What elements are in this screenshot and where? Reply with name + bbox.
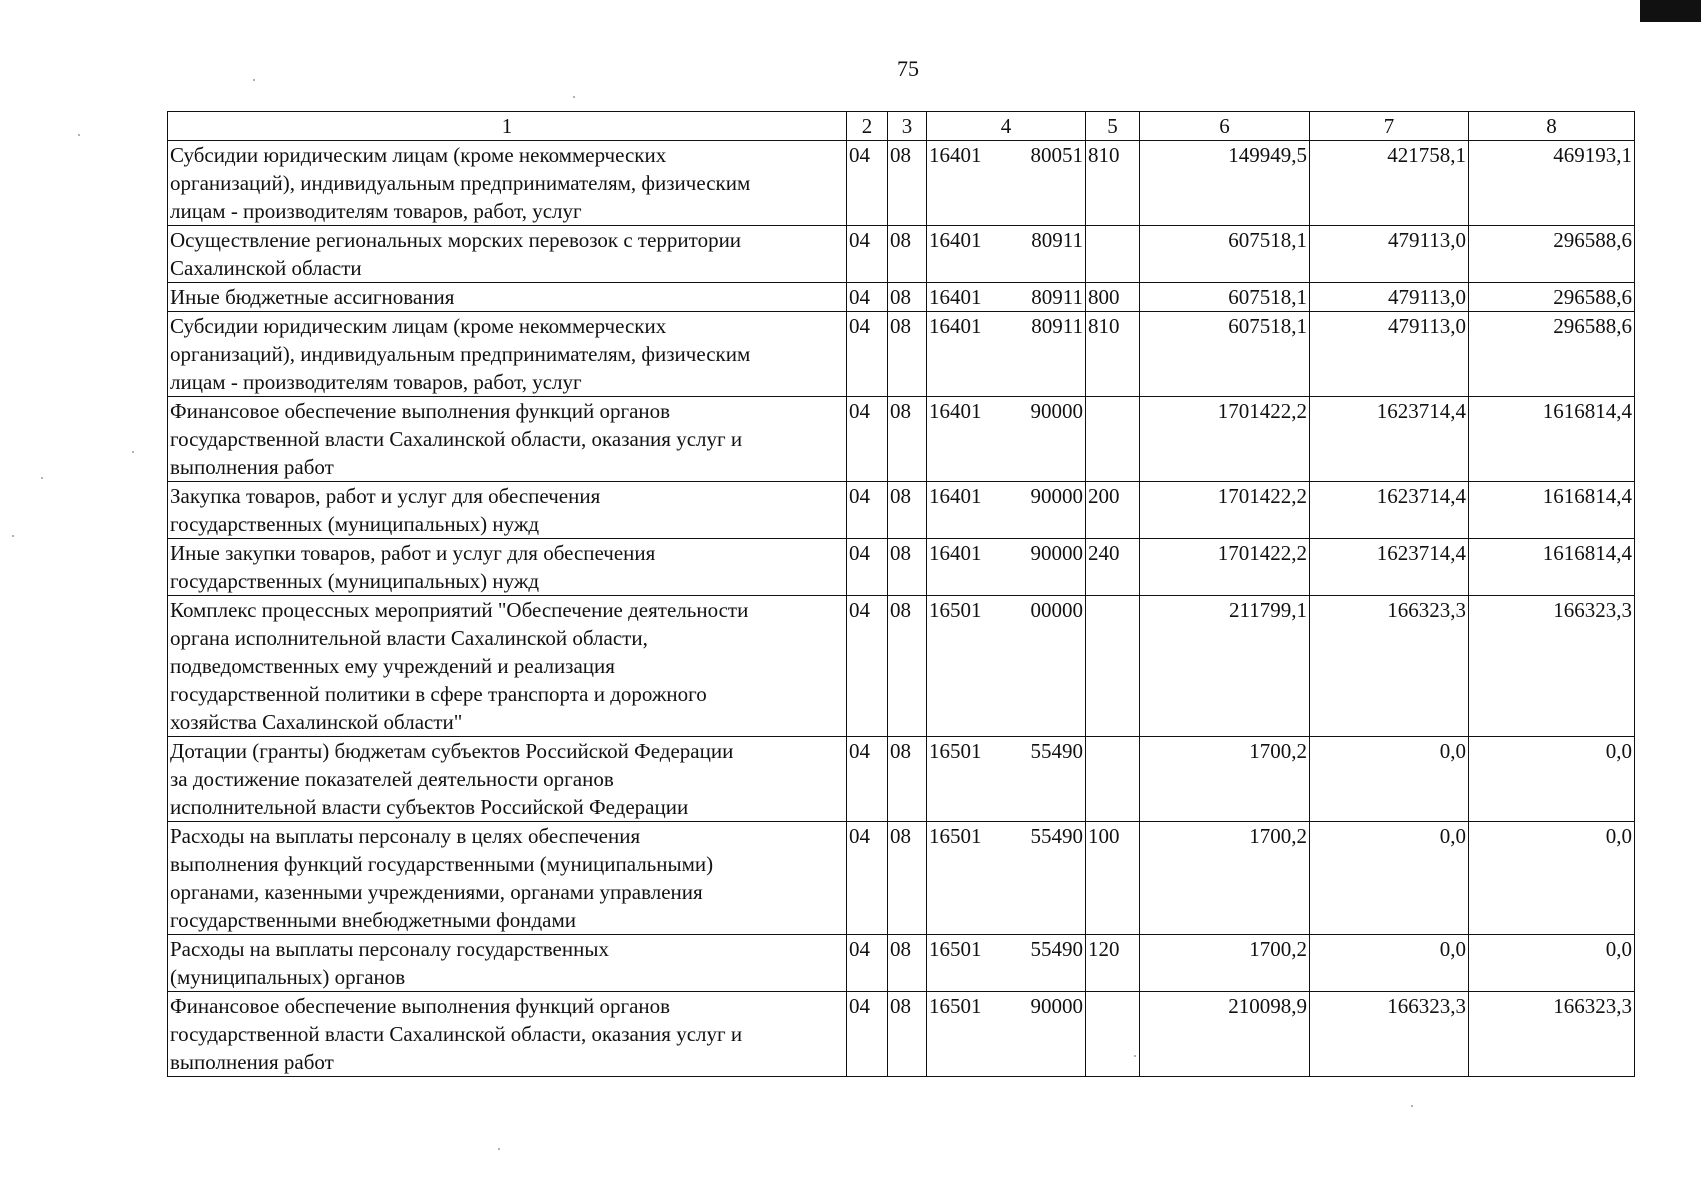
scan-speck — [573, 96, 575, 98]
table-body — [168, 112, 1635, 1077]
scan-speck — [41, 477, 43, 479]
table-row — [168, 992, 1635, 1077]
amount-col-7: 0,0 — [1310, 935, 1469, 992]
target-item-code — [927, 226, 1086, 283]
amount-col-6: 1700,2 — [1140, 737, 1310, 822]
code-subsection: 08 — [888, 737, 927, 822]
item-name: Осуществление региональных морских перевозок с территории Сахалинской области — [168, 226, 847, 283]
scan-speck — [253, 79, 255, 81]
amount-col-8: 1616814,4 — [1469, 539, 1635, 596]
table-row — [168, 482, 1635, 539]
expense-type-code: 240 — [1086, 539, 1140, 596]
code-section: 04 — [847, 226, 888, 283]
code-subsection: 08 — [888, 822, 927, 935]
amount-col-7: 1623714,4 — [1310, 482, 1469, 539]
direction-code: 80911 — [1031, 314, 1083, 338]
amount-col-7: 479113,0 — [1310, 312, 1469, 397]
code-section: 04 — [847, 992, 888, 1077]
program-code: 16401 — [929, 399, 982, 423]
code-section: 04 — [847, 822, 888, 935]
amount-col-8: 166323,3 — [1469, 992, 1635, 1077]
header-cell-3: 3 — [888, 112, 927, 141]
direction-code: 55490 — [1030, 824, 1083, 848]
target-item-code — [927, 935, 1086, 992]
table-row — [168, 141, 1635, 226]
amount-col-6: 211799,1 — [1140, 596, 1310, 737]
amount-col-8: 0,0 — [1469, 935, 1635, 992]
program-code: 16501 — [929, 598, 982, 622]
header-cell-1: 1 — [168, 112, 847, 141]
code-section: 04 — [847, 935, 888, 992]
amount-col-7: 1623714,4 — [1310, 539, 1469, 596]
code-subsection: 08 — [888, 312, 927, 397]
expense-type-code — [1086, 226, 1140, 283]
expense-type-code — [1086, 596, 1140, 737]
code-section: 04 — [847, 596, 888, 737]
scan-speck — [132, 451, 134, 453]
table-row — [168, 935, 1635, 992]
amount-col-8: 0,0 — [1469, 737, 1635, 822]
code-subsection: 08 — [888, 539, 927, 596]
item-name: Субсидии юридическим лицам (кроме некоммерческих организаций), индивидуальным предпринимателям, физическим лицам - производителям товаров, работ, услуг — [168, 312, 847, 397]
amount-col-8: 296588,6 — [1469, 312, 1635, 397]
scan-speck — [1134, 1055, 1136, 1057]
target-item-code — [927, 141, 1086, 226]
expense-type-code — [1086, 737, 1140, 822]
program-code: 16401 — [929, 143, 982, 167]
program-code: 16401 — [929, 228, 982, 252]
amount-col-8: 1616814,4 — [1469, 397, 1635, 482]
page-number: 75 — [897, 56, 919, 81]
target-item-code — [927, 737, 1086, 822]
header-cell-2: 2 — [847, 112, 888, 141]
code-subsection: 08 — [888, 482, 927, 539]
item-name: Финансовое обеспечение выполнения функций органов государственной власти Сахалинской области, оказания услуг и выполнения работ — [168, 992, 847, 1077]
direction-code: 90000 — [1030, 399, 1083, 423]
target-item-code — [927, 822, 1086, 935]
direction-code: 80051 — [1030, 143, 1083, 167]
amount-col-7: 166323,3 — [1310, 992, 1469, 1077]
target-item-code — [927, 397, 1086, 482]
code-section: 04 — [847, 141, 888, 226]
program-code: 16401 — [929, 541, 982, 565]
expense-type-code — [1086, 992, 1140, 1077]
header-cell-8: 8 — [1469, 112, 1635, 141]
amount-col-8: 296588,6 — [1469, 283, 1635, 312]
table-row — [168, 397, 1635, 482]
expense-type-code: 800 — [1086, 283, 1140, 312]
item-name: Дотации (гранты) бюджетам субъектов Российской Федерации за достижение показателей деятельности органов исполнительной власти субъектов Российской Федерации — [168, 737, 847, 822]
direction-code: 90000 — [1030, 484, 1083, 508]
direction-code: 90000 — [1030, 994, 1083, 1018]
table-row — [168, 596, 1635, 737]
amount-col-7: 421758,1 — [1310, 141, 1469, 226]
direction-code: 55490 — [1030, 739, 1083, 763]
program-code: 16501 — [929, 937, 982, 961]
table-row — [168, 283, 1635, 312]
amount-col-6: 1701422,2 — [1140, 397, 1310, 482]
item-name: Иные бюджетные ассигнования — [168, 283, 847, 312]
scan-speck — [78, 134, 80, 136]
code-section: 04 — [847, 283, 888, 312]
item-name: Расходы на выплаты персоналу в целях обеспечения выполнения функций государственными (муниципальными) органами, казенными учреждениями, органами управления государственными внебюджетными фондами — [168, 822, 847, 935]
amount-col-8: 166323,3 — [1469, 596, 1635, 737]
header-row — [168, 112, 1635, 141]
budget-table — [167, 111, 1635, 1077]
expense-type-code: 810 — [1086, 141, 1140, 226]
scan-corner-mark — [1640, 0, 1701, 22]
code-subsection: 08 — [888, 141, 927, 226]
target-item-code — [927, 596, 1086, 737]
program-code: 16401 — [929, 484, 982, 508]
direction-code: 00000 — [1030, 598, 1083, 622]
amount-col-8: 0,0 — [1469, 822, 1635, 935]
amount-col-8: 296588,6 — [1469, 226, 1635, 283]
header-cell-6: 6 — [1140, 112, 1310, 141]
code-section: 04 — [847, 482, 888, 539]
code-subsection: 08 — [888, 283, 927, 312]
amount-col-7: 0,0 — [1310, 822, 1469, 935]
direction-code: 80911 — [1031, 228, 1083, 252]
item-name: Расходы на выплаты персоналу государственных (муниципальных) органов — [168, 935, 847, 992]
target-item-code — [927, 539, 1086, 596]
amount-col-6: 607518,1 — [1140, 312, 1310, 397]
code-section: 04 — [847, 397, 888, 482]
scan-speck — [498, 1148, 500, 1150]
amount-col-7: 479113,0 — [1310, 283, 1469, 312]
code-section: 04 — [847, 312, 888, 397]
program-code: 16501 — [929, 994, 982, 1018]
code-subsection: 08 — [888, 596, 927, 737]
amount-col-8: 1616814,4 — [1469, 482, 1635, 539]
item-name: Иные закупки товаров, работ и услуг для обеспечения государственных (муниципальных) нужд — [168, 539, 847, 596]
direction-code: 80911 — [1031, 285, 1083, 309]
program-code: 16401 — [929, 314, 982, 338]
direction-code: 90000 — [1030, 541, 1083, 565]
code-subsection: 08 — [888, 992, 927, 1077]
target-item-code — [927, 312, 1086, 397]
expense-type-code: 100 — [1086, 822, 1140, 935]
header-cell-4: 4 — [927, 112, 1086, 141]
table-row — [168, 539, 1635, 596]
target-item-code — [927, 992, 1086, 1077]
item-name: Комплекс процессных мероприятий "Обеспечение деятельности органа исполнительной власти Сахалинской области, подведомственных ему учреждений и реализация государственной политики в сфере транспорта и дорожного хозяйства Сахалинской области" — [168, 596, 847, 737]
expense-type-code: 200 — [1086, 482, 1140, 539]
amount-col-6: 607518,1 — [1140, 283, 1310, 312]
program-code: 16401 — [929, 285, 982, 309]
amount-col-7: 1623714,4 — [1310, 397, 1469, 482]
target-item-code — [927, 482, 1086, 539]
header-cell-7: 7 — [1310, 112, 1469, 141]
amount-col-6: 149949,5 — [1140, 141, 1310, 226]
amount-col-6: 607518,1 — [1140, 226, 1310, 283]
amount-col-7: 166323,3 — [1310, 596, 1469, 737]
amount-col-6: 1700,2 — [1140, 822, 1310, 935]
table-row — [168, 312, 1635, 397]
amount-col-7: 479113,0 — [1310, 226, 1469, 283]
code-section: 04 — [847, 539, 888, 596]
amount-col-6: 1701422,2 — [1140, 482, 1310, 539]
table-row — [168, 226, 1635, 283]
table-row — [168, 822, 1635, 935]
amount-col-6: 1701422,2 — [1140, 539, 1310, 596]
code-subsection: 08 — [888, 397, 927, 482]
item-name: Финансовое обеспечение выполнения функций органов государственной власти Сахалинской области, оказания услуг и выполнения работ — [168, 397, 847, 482]
scan-speck — [1411, 1105, 1413, 1107]
header-cell-5: 5 — [1086, 112, 1140, 141]
amount-col-7: 0,0 — [1310, 737, 1469, 822]
amount-col-8: 469193,1 — [1469, 141, 1635, 226]
code-subsection: 08 — [888, 226, 927, 283]
amount-col-6: 210098,9 — [1140, 992, 1310, 1077]
scan-speck — [12, 535, 14, 537]
program-code: 16501 — [929, 739, 982, 763]
amount-col-6: 1700,2 — [1140, 935, 1310, 992]
item-name: Субсидии юридическим лицам (кроме некоммерческих организаций), индивидуальным предпринимателям, физическим лицам - производителям товаров, работ, услуг — [168, 141, 847, 226]
item-name: Закупка товаров, работ и услуг для обеспечения государственных (муниципальных) нужд — [168, 482, 847, 539]
program-code: 16501 — [929, 824, 982, 848]
table-row — [168, 737, 1635, 822]
direction-code: 55490 — [1030, 937, 1083, 961]
expense-type-code: 810 — [1086, 312, 1140, 397]
expense-type-code: 120 — [1086, 935, 1140, 992]
target-item-code — [927, 283, 1086, 312]
code-section: 04 — [847, 737, 888, 822]
code-subsection: 08 — [888, 935, 927, 992]
expense-type-code — [1086, 397, 1140, 482]
